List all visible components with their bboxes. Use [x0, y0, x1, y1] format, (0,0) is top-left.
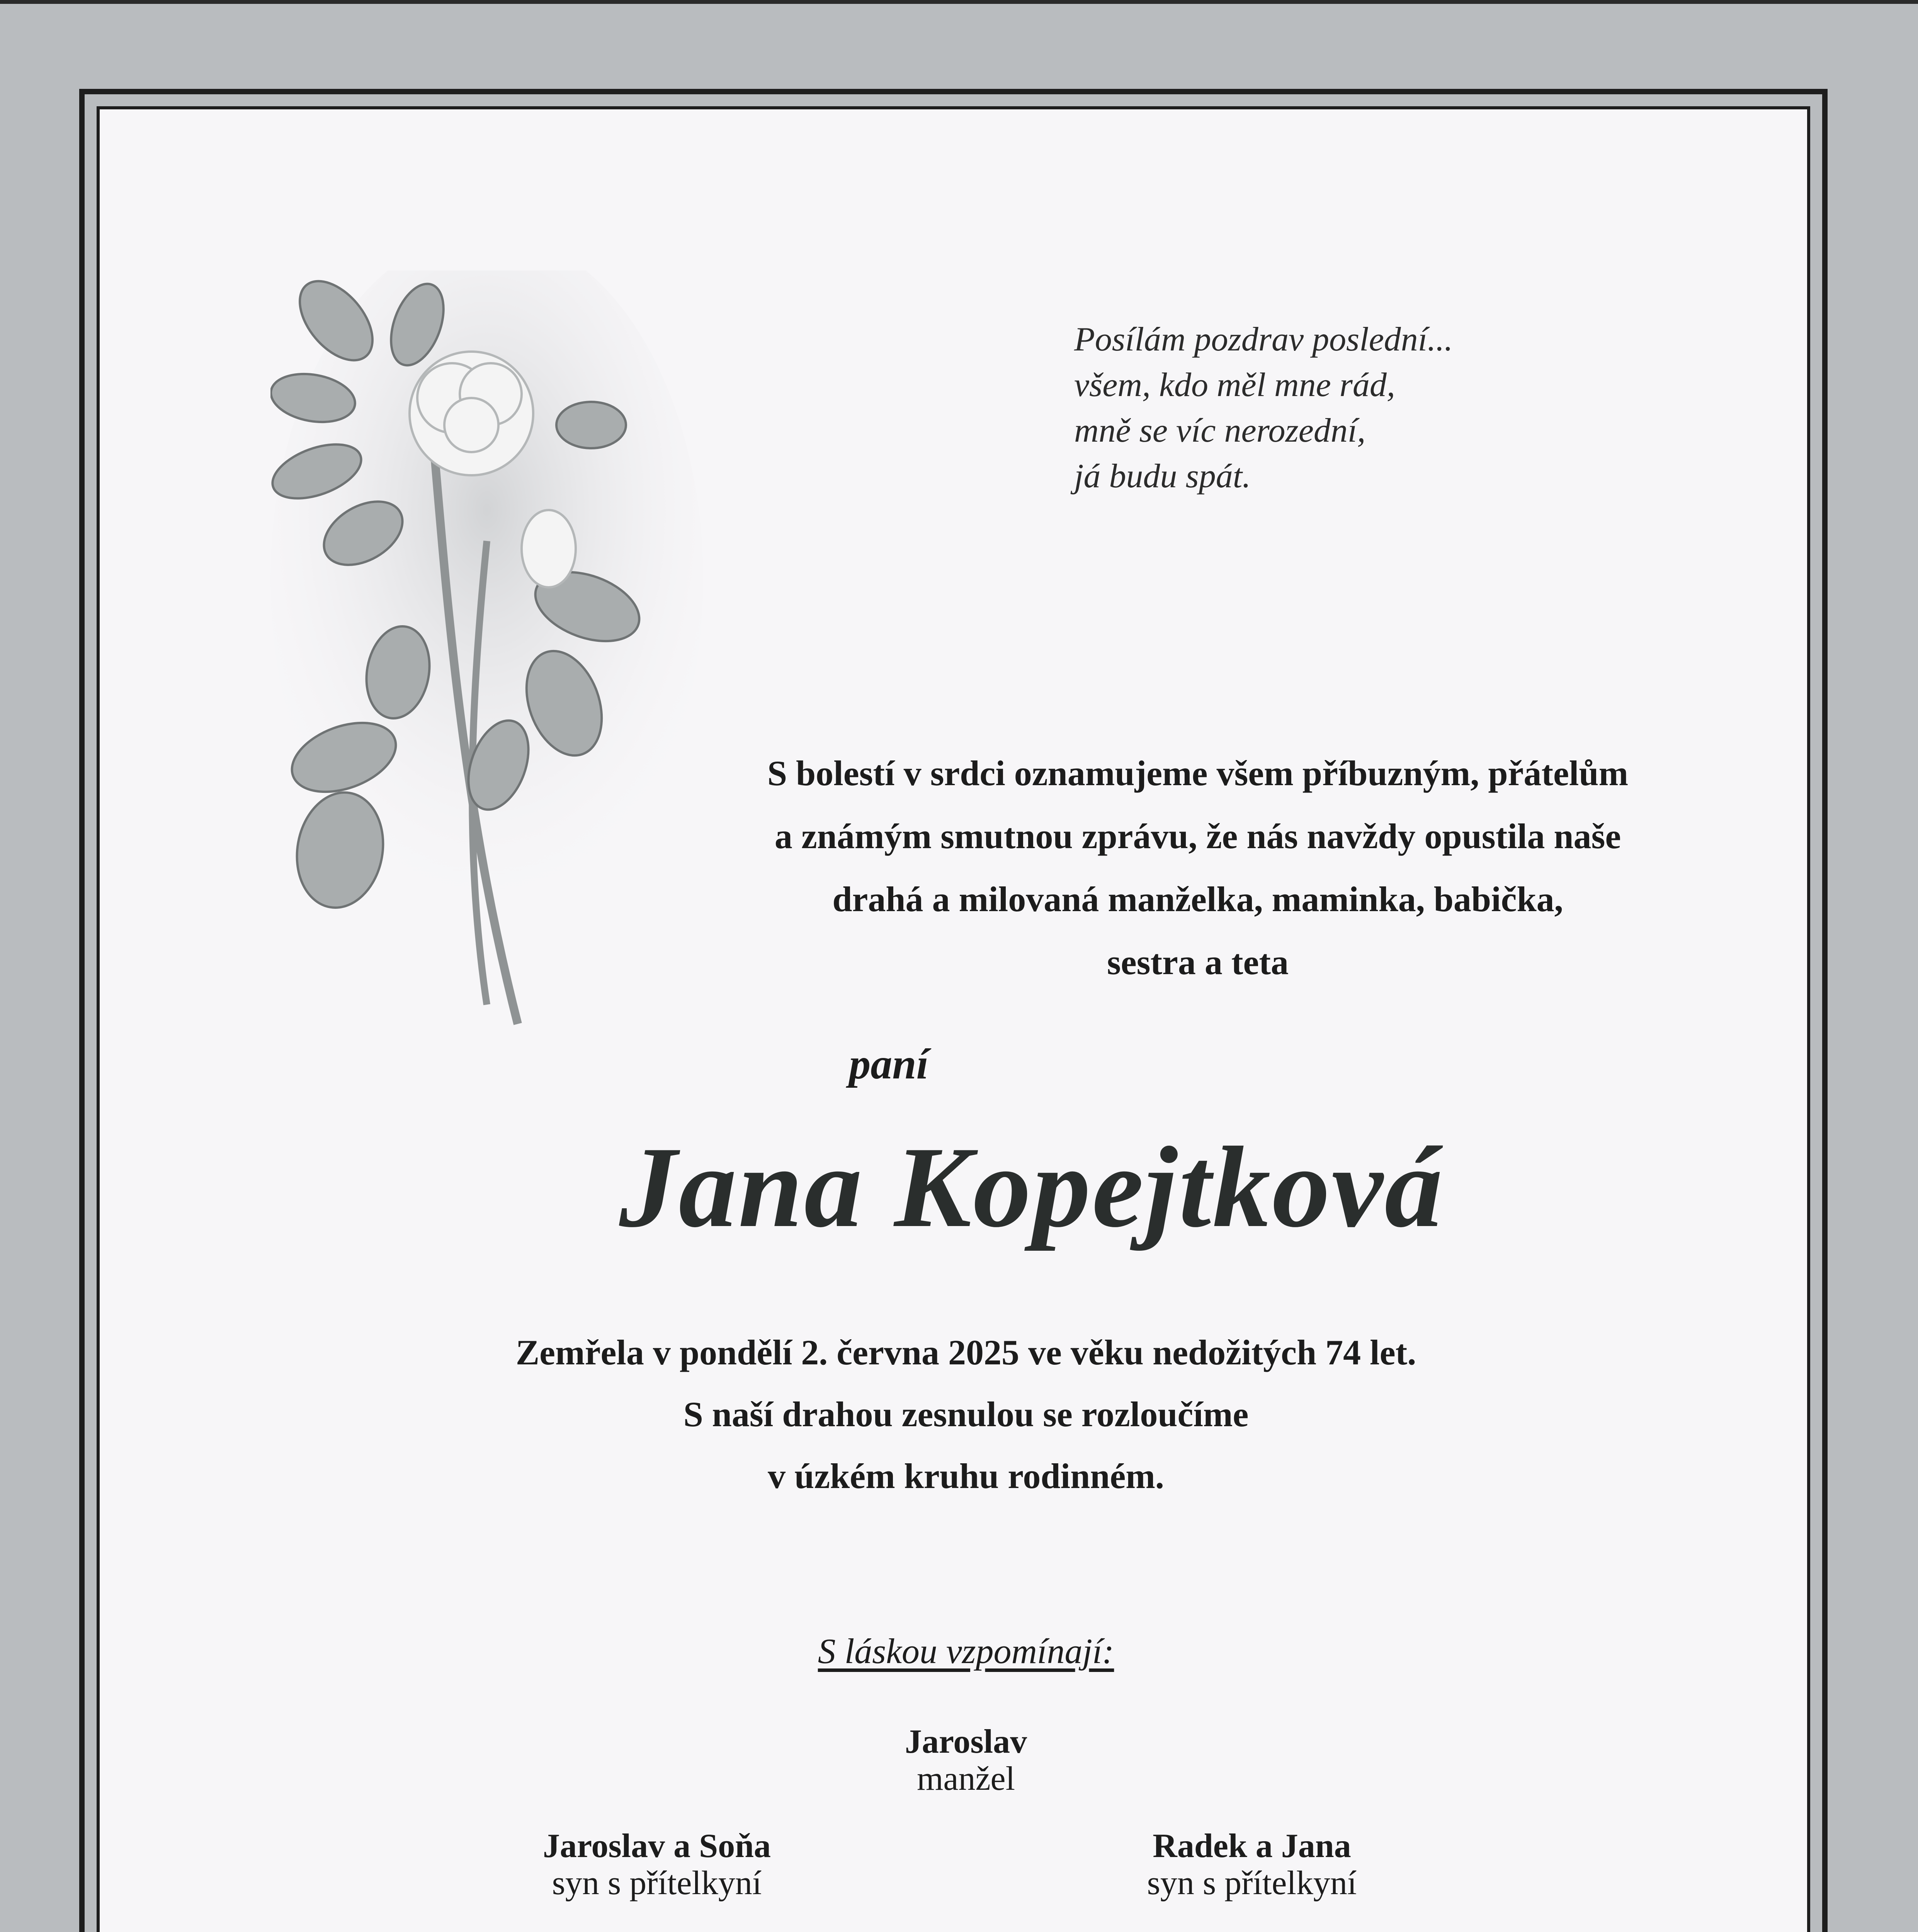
mourner-name: Jaroslav a Soňa	[542, 1827, 771, 1865]
mourner-name: Jaroslav	[905, 1723, 1027, 1760]
honorific-title: paní	[849, 1040, 928, 1088]
mourner-husband	[695, 1723, 1236, 1798]
mourners-heading: S láskou vzpomínají:	[818, 1631, 1114, 1671]
mourner-relation: syn s přítelkyní	[552, 1864, 762, 1902]
verse-line: všem, kdo měl mne rád,	[1074, 366, 1395, 404]
death-line: S naší drahou zesnulou se rozloučíme	[683, 1395, 1249, 1434]
verse-block	[1074, 317, 1654, 499]
verse-line: já budu spát.	[1074, 457, 1251, 495]
mourner-relation: syn s přítelkyní	[1147, 1864, 1357, 1902]
death-details	[386, 1321, 1546, 1507]
announcement-line: a známým smutnou zprávu, že nás navždy opustila naše	[774, 816, 1621, 856]
top-edge-line	[0, 0, 1918, 4]
mourner-relation: manžel	[916, 1760, 1015, 1798]
mourner-son-2	[981, 1828, 1522, 1902]
mourner-son-1	[386, 1828, 927, 1902]
death-line: v úzkém kruhu rodinném.	[768, 1456, 1164, 1496]
announcement-line: S bolestí v srdci oznamujeme všem příbuzným, přátelům	[767, 753, 1629, 793]
announcement-text	[657, 742, 1739, 994]
verse-line: Posílám pozdrav poslední...	[1074, 321, 1453, 358]
death-line: Zemřela v pondělí 2. června 2025 ve věku nedožitých 74 let.	[515, 1333, 1416, 1372]
announcement-line: sestra a teta	[1107, 942, 1289, 982]
deceased-name: Jana Kopejtková	[619, 1123, 1444, 1251]
verse-line: mně se víc nerozední,	[1074, 412, 1366, 449]
mourner-name: Radek a Jana	[1153, 1827, 1351, 1865]
announcement-line: drahá a milovaná manželka, maminka, babička,	[832, 879, 1563, 919]
